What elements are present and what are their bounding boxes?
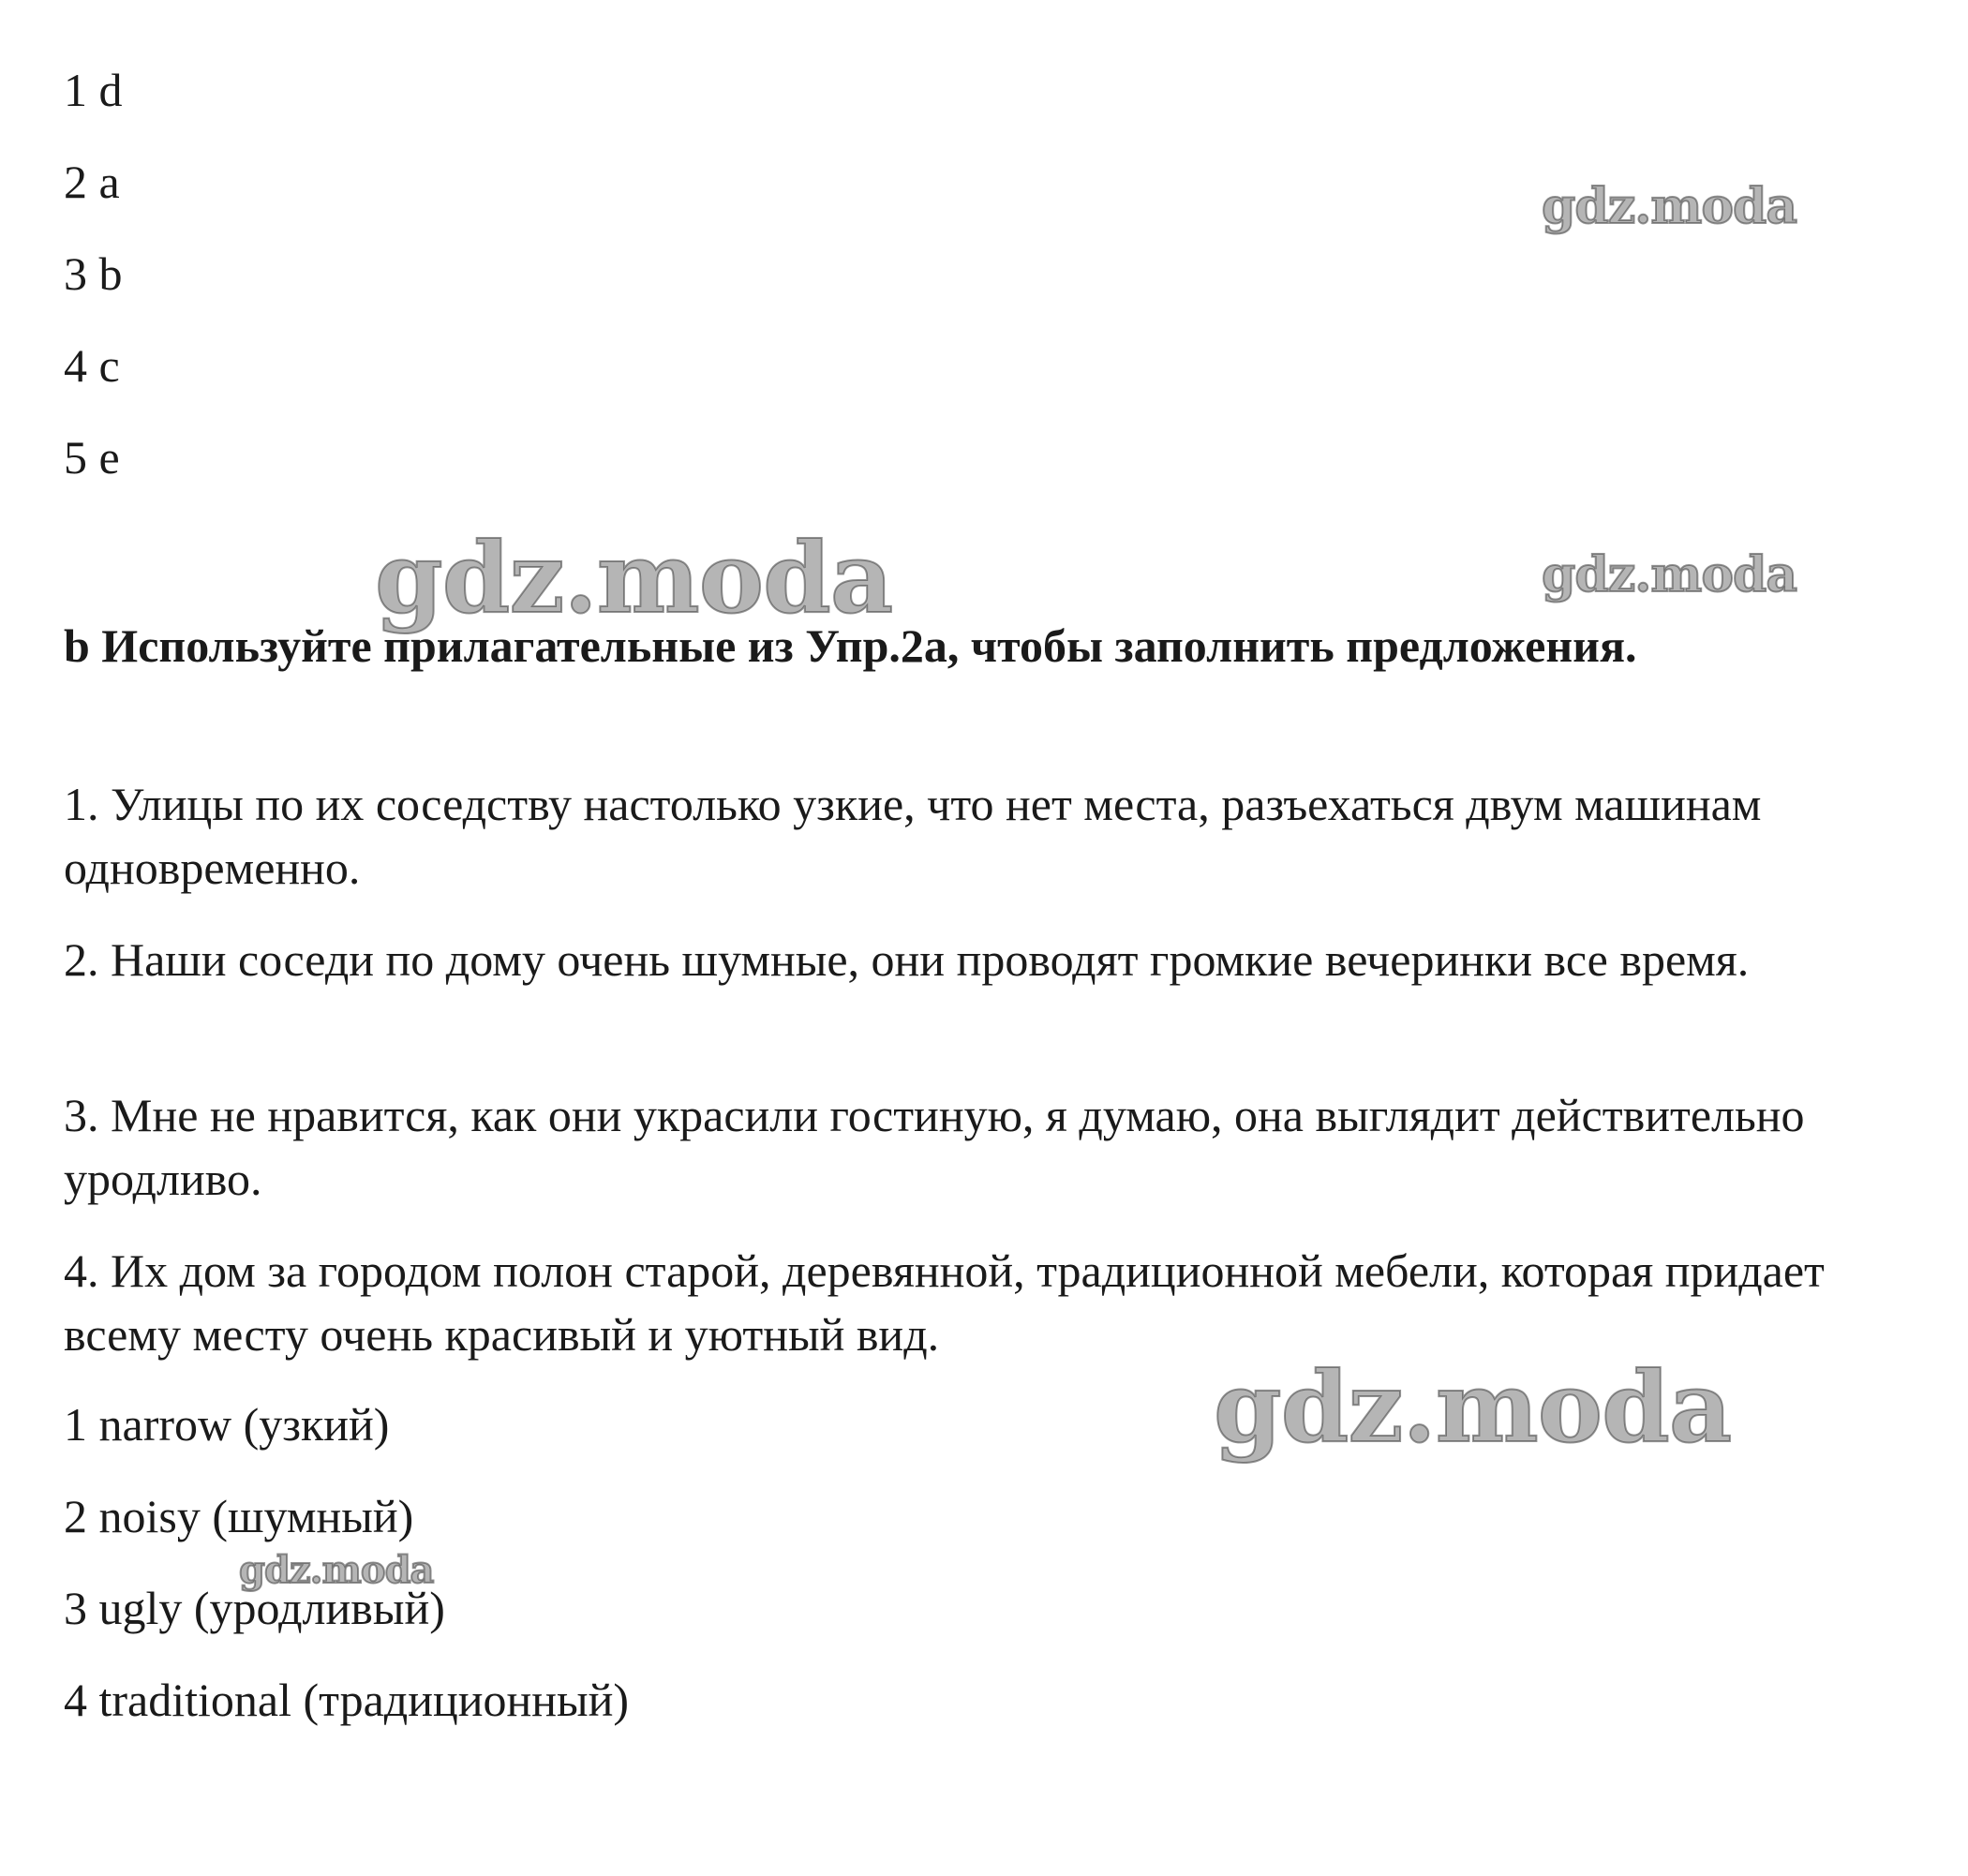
watermark-logo: gdz.moda: [375, 520, 893, 635]
section-b-heading: b Используйте прилагательные из Упр.2a, чтобы заполнить предложения.: [64, 619, 1637, 672]
answer-b-3: 3 ugly (уродливый): [64, 1582, 445, 1634]
sentence-1: 1. Улицы по их соседству настолько узкие, что нет места, разъехаться двум машинам одновременно.: [64, 778, 1762, 894]
answer-b-2: 2 noisy (шумный): [64, 1490, 414, 1542]
sentence-2: 2. Наши соседи по дому очень шумные, они проводят громкие вечеринки все время.: [64, 933, 1750, 986]
watermark-logo: gdz.moda: [1214, 1349, 1732, 1465]
watermark-logo: gdz.moda: [1542, 178, 1797, 235]
watermark-logo: gdz.moda: [1542, 546, 1797, 603]
answer-a-4: 4 c: [64, 339, 120, 392]
answer-b-1: 1 narrow (узкий): [64, 1398, 390, 1451]
answer-a-2: 2 a: [64, 156, 120, 208]
answer-a-3: 3 b: [64, 247, 123, 300]
sentence-3: 3. Мне не нравится, как они украсили гостиную, я думаю, она выглядит действительно уродливо.: [64, 1089, 1805, 1205]
sentence-4: 4. Их дом за городом полон старой, деревянной, традиционной мебели, которая придает всему месту очень красивый и уютный вид.: [64, 1244, 1825, 1361]
answer-a-5: 5 e: [64, 431, 120, 484]
watermark-logo: gdz.moda: [239, 1548, 434, 1592]
answer-b-4: 4 traditional (традиционный): [64, 1674, 630, 1726]
answer-a-1: 1 d: [64, 64, 123, 116]
